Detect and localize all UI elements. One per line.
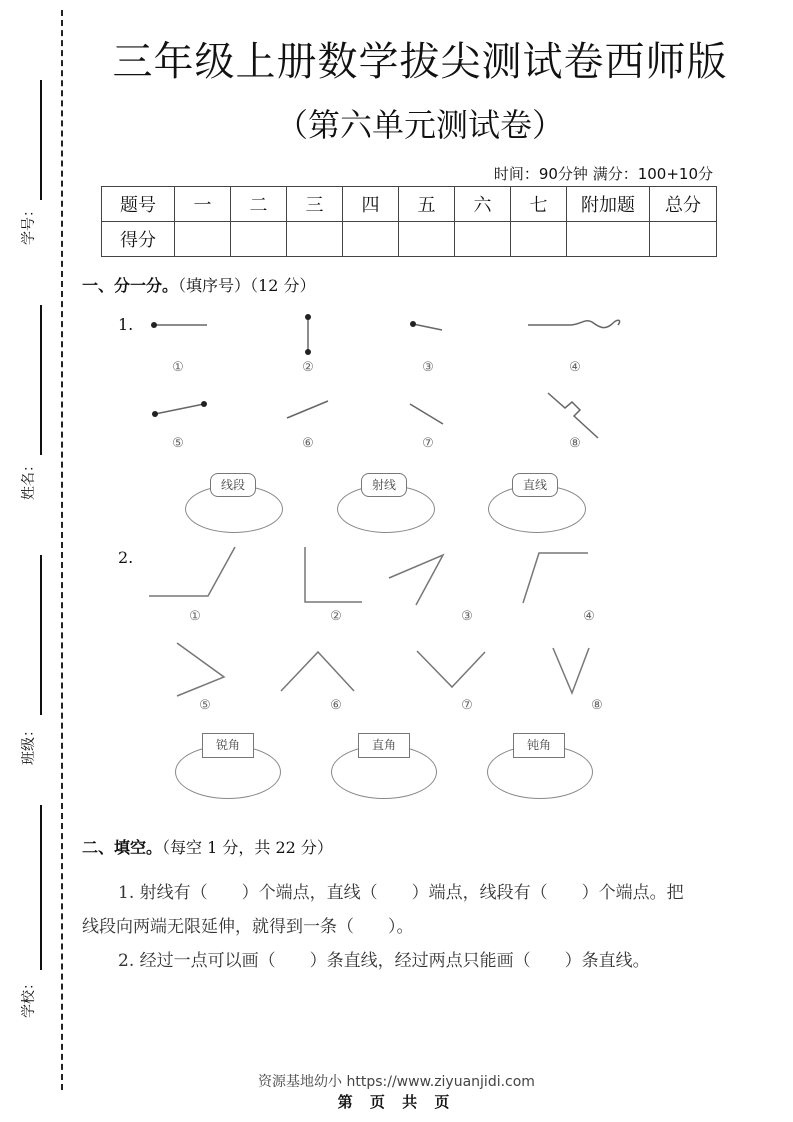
score-table: [101, 186, 717, 257]
angle-label: ⑤: [199, 698, 211, 713]
score-cell[interactable]: [399, 222, 455, 257]
student-id-line: [40, 80, 42, 200]
score-cell[interactable]: [567, 222, 650, 257]
q2-number: 2.: [118, 548, 134, 567]
category-tag-obtuse: 钝角: [513, 733, 565, 758]
figure-label: ⑧: [569, 436, 581, 451]
figure-label: ②: [302, 360, 314, 375]
score-cell[interactable]: [650, 222, 717, 257]
class-line: [40, 555, 42, 715]
section2-heading: 二、填空。: [82, 838, 163, 857]
section1-heading: 一、分一分。: [82, 276, 179, 295]
table-row-scores: [102, 222, 717, 257]
footer-page-number: 第 页 共 页: [337, 1093, 456, 1111]
score-cell[interactable]: [343, 222, 399, 257]
category-tag-segment: 线段: [210, 473, 256, 497]
figure-label: ⑥: [302, 436, 314, 451]
category-tag-acute: 锐角: [202, 733, 254, 758]
figure-label: ⑤: [172, 436, 184, 451]
angle-label: ⑥: [330, 698, 342, 713]
angle-label: ④: [583, 609, 595, 624]
student-id-label: 学号：: [21, 203, 37, 245]
section1-note: （填序号）（12 分）: [178, 276, 316, 295]
angle-label: ⑧: [591, 698, 603, 713]
column-header: 六: [455, 187, 511, 222]
q1-number: 1.: [118, 315, 134, 334]
figure-label: ④: [569, 360, 581, 375]
binding-dashed-line: [61, 10, 63, 1090]
column-header: 二: [231, 187, 287, 222]
school-line: [40, 805, 42, 970]
category-tag-line: 直线: [512, 473, 558, 497]
row-label: 得分: [102, 222, 175, 257]
line-figures: [140, 300, 640, 450]
row-label: 题号: [102, 187, 175, 222]
score-cell[interactable]: [511, 222, 567, 257]
fill-blank-q2: 2. 经过一点可以画（ ）条直线，经过两点只能画（ ）条直线。: [118, 951, 650, 971]
figure-label: ③: [422, 360, 434, 375]
score-cell[interactable]: [175, 222, 231, 257]
column-header: 一: [175, 187, 231, 222]
fill-blank-q1-line2: 线段向两端无限延伸，就得到一条（ ）。: [82, 917, 414, 937]
fill-blank-q1-line1: 1. 射线有（ ）个端点，直线（ ）端点，线段有（ ）个端点。把: [118, 883, 684, 903]
school-label: 学校：: [21, 976, 37, 1018]
class-label: 班级：: [21, 723, 37, 765]
angle-figures: [140, 540, 640, 700]
category-tag-ray: 射线: [361, 473, 407, 497]
footer-source: 资源基地幼小 https://www.ziyuanjidi.com: [258, 1074, 535, 1090]
angle-label: ⑦: [461, 698, 473, 713]
score-cell[interactable]: [455, 222, 511, 257]
angle-label: ②: [330, 609, 342, 624]
column-header: 总分: [650, 187, 717, 222]
score-cell[interactable]: [231, 222, 287, 257]
column-header: 五: [399, 187, 455, 222]
name-line: [40, 305, 42, 455]
section2-title: [82, 835, 333, 858]
figure-label: ①: [172, 360, 184, 375]
column-header: 七: [511, 187, 567, 222]
column-header: 四: [343, 187, 399, 222]
angle-label: ③: [461, 609, 473, 624]
score-cell[interactable]: [287, 222, 343, 257]
category-tag-right: 直角: [358, 733, 410, 758]
figure-label: ⑦: [422, 436, 434, 451]
exam-meta: 时间：90分钟 满分：100+10分: [493, 165, 713, 183]
section1-title: [82, 273, 315, 296]
table-row-header: [102, 187, 717, 222]
page-title: 三年级上册数学拔尖测试卷西师版: [112, 39, 728, 85]
section2-note: （每空 1 分，共 22 分）: [162, 838, 333, 857]
angle-label: ①: [189, 609, 201, 624]
page-subtitle: （第六单元测试卷）: [275, 106, 564, 144]
name-label: 姓名：: [21, 458, 37, 500]
column-header: 附加题: [567, 187, 650, 222]
column-header: 三: [287, 187, 343, 222]
